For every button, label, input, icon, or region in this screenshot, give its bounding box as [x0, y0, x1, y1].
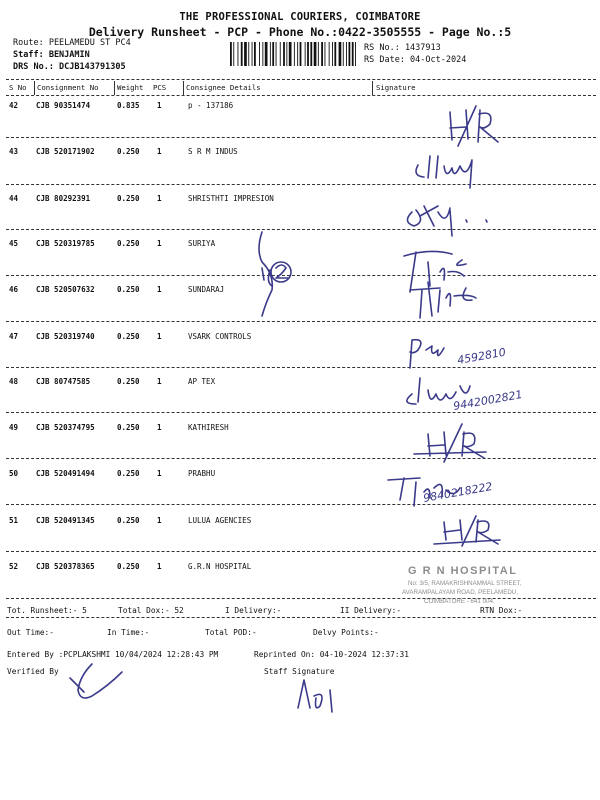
row-consignment: CJB 90351474 — [36, 101, 91, 110]
row-consignee: SHRISTHTI IMPRESION — [188, 194, 274, 203]
total-dox: Total Dox:- 52 — [118, 606, 184, 615]
consignee-initial-glyph — [276, 265, 288, 278]
col-sno: S No — [9, 83, 27, 92]
row-weight: 0.250 — [117, 516, 140, 525]
stamp-name: G R N HOSPITAL — [408, 565, 518, 577]
row-sno: 42 — [9, 101, 19, 110]
col-weight: Weight — [117, 83, 144, 92]
row-consignee: PRABHU — [188, 469, 216, 478]
rs-number: RS No.: 1437913 — [364, 43, 441, 53]
row-consignment: CJB 520374795 — [36, 423, 95, 432]
ii-delivery: II Delivery:- — [340, 606, 402, 615]
row-pcs: 1 — [157, 147, 162, 156]
row-sno: 48 — [9, 377, 19, 386]
row-pcs: 1 — [157, 423, 162, 432]
row-consignee: VSARK CONTROLS — [188, 332, 252, 341]
row-consignment: CJB 520171902 — [36, 147, 95, 156]
table-row — [0, 516, 600, 530]
table-row — [0, 147, 600, 161]
handwritten-phone-50: 9840218222 — [422, 479, 494, 505]
row-sno: 49 — [9, 423, 19, 432]
row-consignment: CJB 520319740 — [36, 332, 95, 341]
i-delivery: I Delivery:- — [225, 606, 282, 615]
entered-by: Entered By :PCPLAKSHMI 10/04/2024 12:28:43 PM — [7, 650, 219, 659]
route-label: Route: PEELAMEDU ST PC4 — [13, 38, 131, 48]
handwritten-phone-48: 9442002821 — [452, 387, 524, 413]
row-weight: 0.250 — [117, 285, 140, 294]
row-weight: 0.250 — [117, 562, 140, 571]
row-weight: 0.250 — [117, 423, 140, 432]
row-pcs: 1 — [157, 332, 162, 341]
delvy-points: Delvy Points:- — [313, 628, 379, 637]
rtn-dox: RTN Dox:- — [480, 606, 523, 615]
table-row — [0, 239, 600, 253]
row-weight: 0.250 — [117, 377, 140, 386]
row-consignment: CJB 520491345 — [36, 516, 95, 525]
row-sno: 47 — [9, 332, 19, 341]
rs-date: RS Date: 04-Oct-2024 — [364, 55, 467, 65]
total-pod: Total POD:- — [205, 628, 257, 637]
table-row — [0, 194, 600, 208]
staff-label: Staff: BENJAMIN — [13, 50, 90, 60]
row-weight: 0.250 — [117, 194, 140, 203]
signature-row-44 — [407, 206, 487, 236]
barcode-image — [230, 42, 358, 66]
row-sno: 44 — [9, 194, 19, 203]
reprinted-on: Reprinted On: 04-10-2024 12:37:31 — [254, 650, 409, 659]
row-sno: 43 — [9, 147, 19, 156]
row-sno: 51 — [9, 516, 19, 525]
stamp-line-1: No: 3/5, RAMAKRISHNAMMAL STREET, — [408, 580, 522, 587]
staff-signature-label: Staff Signature — [264, 667, 335, 676]
col-consignment: Consignment No — [37, 83, 99, 92]
row-consignee: G.R.N HOSPITAL — [188, 562, 252, 571]
col-consignee: Consignee Details — [186, 83, 261, 92]
row-weight: 0.250 — [117, 332, 140, 341]
row-consignment: CJB 80747585 — [36, 377, 91, 386]
in-time: In Time:- — [107, 628, 150, 637]
row-sno: 45 — [9, 239, 19, 248]
row-weight: 0.835 — [117, 101, 140, 110]
row-pcs: 1 — [157, 285, 162, 294]
row-consignee: p - 137186 — [188, 101, 234, 110]
stamp-line-3: COIMBATORE - 641 004. — [424, 598, 495, 605]
row-consignee: KATHIRESH — [188, 423, 229, 432]
row-sno: 46 — [9, 285, 19, 294]
verified-by: Verified By — [7, 667, 59, 676]
sheet-subtitle: Delivery Runsheet - PCP - Phone No.:0422-3505555 - Page No.:5 — [88, 25, 512, 39]
out-time: Out Time:- — [7, 628, 54, 637]
row-pcs: 1 — [157, 194, 162, 203]
row-consignment: CJB 520491494 — [36, 469, 95, 478]
row-pcs: 1 — [157, 377, 162, 386]
row-consignee: LULUA AGENCIES — [188, 516, 252, 525]
sheet-title: THE PROFESSIONAL COURIERS, COIMBATORE — [179, 11, 421, 23]
col-signature: Signature — [376, 83, 416, 92]
table-row — [0, 562, 600, 576]
tot-runsheet: Tot. Runsheet:- 5 — [7, 606, 87, 615]
col-pcs: PCS — [153, 83, 167, 92]
staff-signature — [298, 680, 332, 712]
consignee-initial-circle — [271, 262, 291, 282]
row-consignee: SURIYA — [188, 239, 216, 248]
row-consignment: CJB 520378365 — [36, 562, 95, 571]
row-sno: 50 — [9, 469, 19, 478]
row-consignment: CJB 80292391 — [36, 194, 91, 203]
table-row — [0, 469, 600, 483]
row-weight: 0.250 — [117, 469, 140, 478]
row-pcs: 1 — [157, 239, 162, 248]
row-sno: 52 — [9, 562, 19, 571]
row-weight: 0.250 — [117, 239, 140, 248]
row-weight: 0.250 — [117, 147, 140, 156]
row-pcs: 1 — [157, 562, 162, 571]
row-consignee: SUNDARAJ — [188, 285, 225, 294]
row-pcs: 1 — [157, 469, 162, 478]
stamp-line-2: AVARAMPALAYAM ROAD, PEELAMEDU, — [402, 589, 518, 596]
row-consignee: AP TEX — [188, 377, 216, 386]
table-row — [0, 285, 600, 299]
table-row — [0, 101, 600, 115]
row-consignee: S R M INDUS — [188, 147, 238, 156]
row-pcs: 1 — [157, 516, 162, 525]
verified-by-signature — [70, 664, 122, 698]
table-row — [0, 332, 600, 346]
drs-number: DRS No.: DCJB143791305 — [13, 62, 126, 72]
table-row — [0, 423, 600, 437]
table-row — [0, 377, 600, 391]
row-pcs: 1 — [157, 101, 162, 110]
row-consignment: CJB 520507632 — [36, 285, 95, 294]
consignee-mark-46-left — [262, 268, 272, 286]
row-consignment: CJB 520319785 — [36, 239, 95, 248]
handwritten-phone-47: 4592810 — [456, 345, 507, 367]
